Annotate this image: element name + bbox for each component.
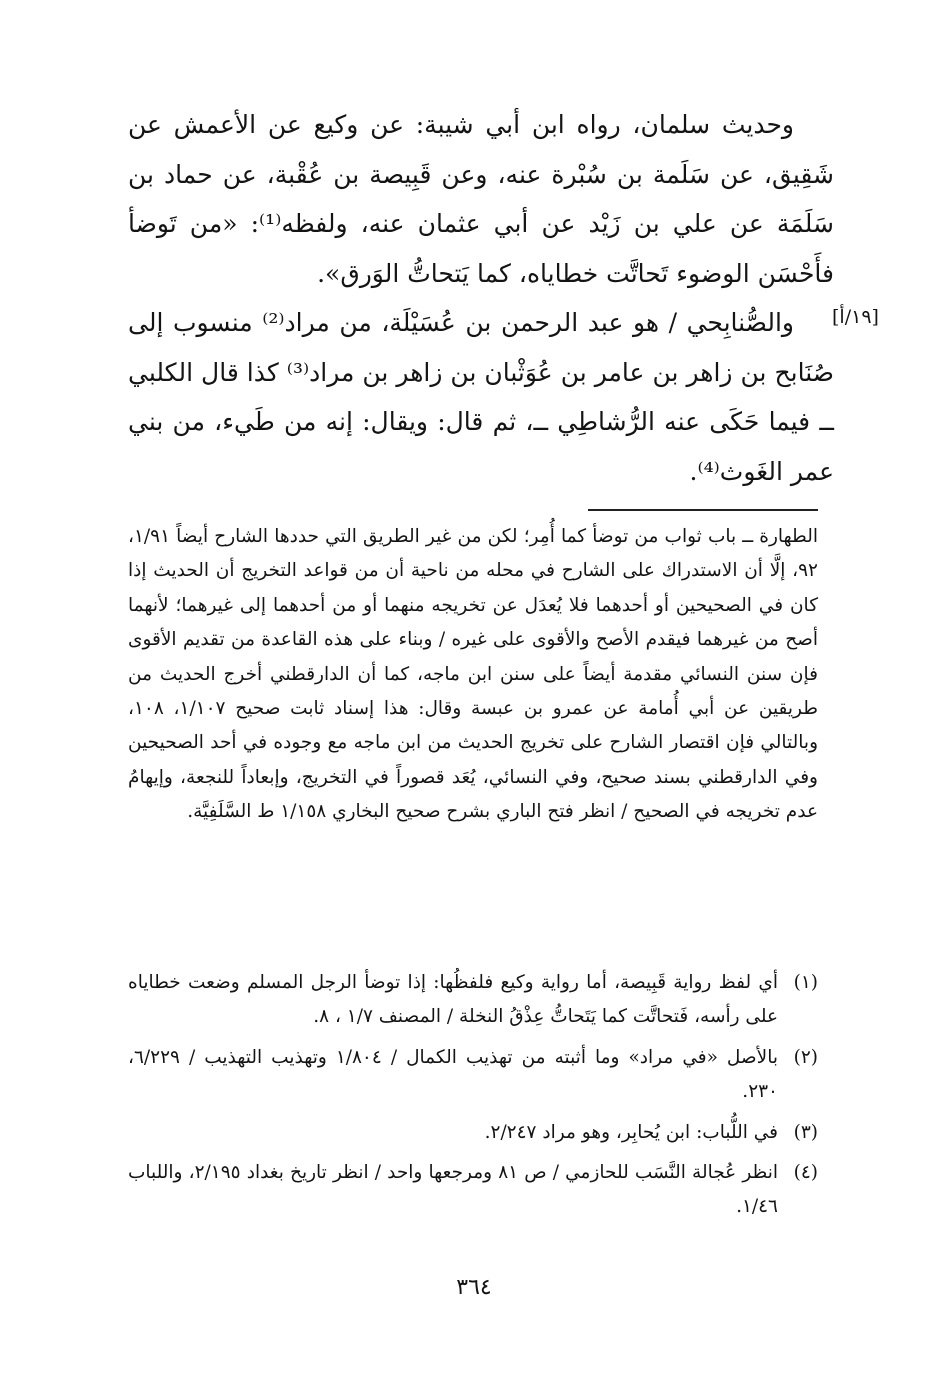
paragraph-salman-hadith: وحديث سلمان، رواه ابن أبي شيبة: عن وكيع عن الأعمش عن شَقِيق، عن سَلَمة بن سُبْرة عنه، وعن قَبِيصة بن عُقْبة، عن حماد بن سَلَمَة عن علي بن زَيْد عن أبي عثمان عنه، ولفظه⁽¹⁾: «من تَوضأ فأَحْسَن الوضوء تَحاتَّت خطاياه، كما يَتحاتُّ الوَرق». (128, 110, 834, 288)
footnote-divider (588, 509, 818, 511)
footnotes-list (128, 966, 818, 1231)
page-number: ٣٦٤ (456, 1275, 492, 1300)
footnote-text: أي لفظ رواية قَبِيصة، أما رواية وكيع فلفظُها: إذا توضأ الرجل المسلم وضعت خطاياه على رأسه، فَتحاتَّت كما يَتَحاتُّ عِذْقُ النخلة / المصنف ١/٧ ، ٨. (128, 972, 778, 1028)
footnote-number: (٤) (793, 1162, 818, 1184)
footnote-2 (128, 1041, 818, 1110)
footnote-1 (128, 966, 818, 1035)
footnote-number: (٣) (793, 1121, 818, 1143)
footnote-number: (١) (793, 972, 818, 993)
footnote-number: (٢) (793, 1046, 818, 1068)
footnote-4 (128, 1156, 818, 1225)
paragraph-sunabihi: والصُّنابِحي / هو عبد الرحمن بن عُسَيْلَة، من مراد⁽²⁾ منسوب إلى صُنَابح بن زاهر بن عامر بن عُوَثْبان بن زاهر بن مراد⁽³⁾ كذا قال الكلبي ــ فيما حَكَى عنه الرُّشاطِي ــ، ثم قال: ويقال: إنه من طَيء، من بني عمر الغَوث⁽⁴⁾. (128, 308, 835, 486)
footnote-text: في اللُّباب: ابن يُحابِر، وهو مراد ٢/٢٤٧. (484, 1121, 778, 1143)
footnote-text: انظر عُجالة النَّسَب للحازمي / ص ٨١ ومرجعها واحد / انظر تاريخ بغداد ٢/١٩٥، واللباب ١/٤٦. (128, 1162, 779, 1218)
footnote-text: بالأصل «في مراد» وما أثبته من تهذيب الكمال / ١/٨٠٤ وتهذيب التهذيب / ٦/٢٢٩، ٢٣٠. (128, 1046, 778, 1103)
footnote-3 (128, 1116, 818, 1150)
margin-folio-reference: [١٩/أ] (832, 306, 879, 328)
main-text (128, 100, 834, 496)
footnote-continuation: الطهارة ــ باب ثواب من توضأ كما أُمِر؛ لكن من غير الطريق التي حددها الشارح أيضاً ١/٩١، ٩٢، إلَّا أن الاستدراك على الشارح في محله من ناحية أن من قواعد التخريج أن الحديث إذا كان في الصحيحين أو أحدهما فلا يُعدَل عن تخريجه منهما أو من أحدهما إلى غيرهما؛ لأنهما أصح من غيرهما فيقدم الأصح والأقوى على غيره / وبناء على هذه القاعدة من تقديم الأقوى فإن سنن النسائي مقدمة أيضاً على سنن ابن ماجه، كما أن الدارقطني أخرج الحديث من طريقين عن أبي أُمامة عن عمرو بن عبسة وقال: هذا إسناد ثابت صحيح ١/١٠٧، ١٠٨، وبالتالي فإن اقتصار الشارح على تخريج الحديث من ابن ماجه مع وجوده في أحد الصحيحين وفي الدارقطني بسند صحيح، وفي النسائي، يُعَد قصوراً في التخريج، وإبعاداً للنجعة، وإيهامُ عدم تخريجه في الصحيح / انظر فتح الباري بشرح صحيح البخاري ١/١٥٨ ط السَّلَفِيَّة. (128, 526, 818, 823)
